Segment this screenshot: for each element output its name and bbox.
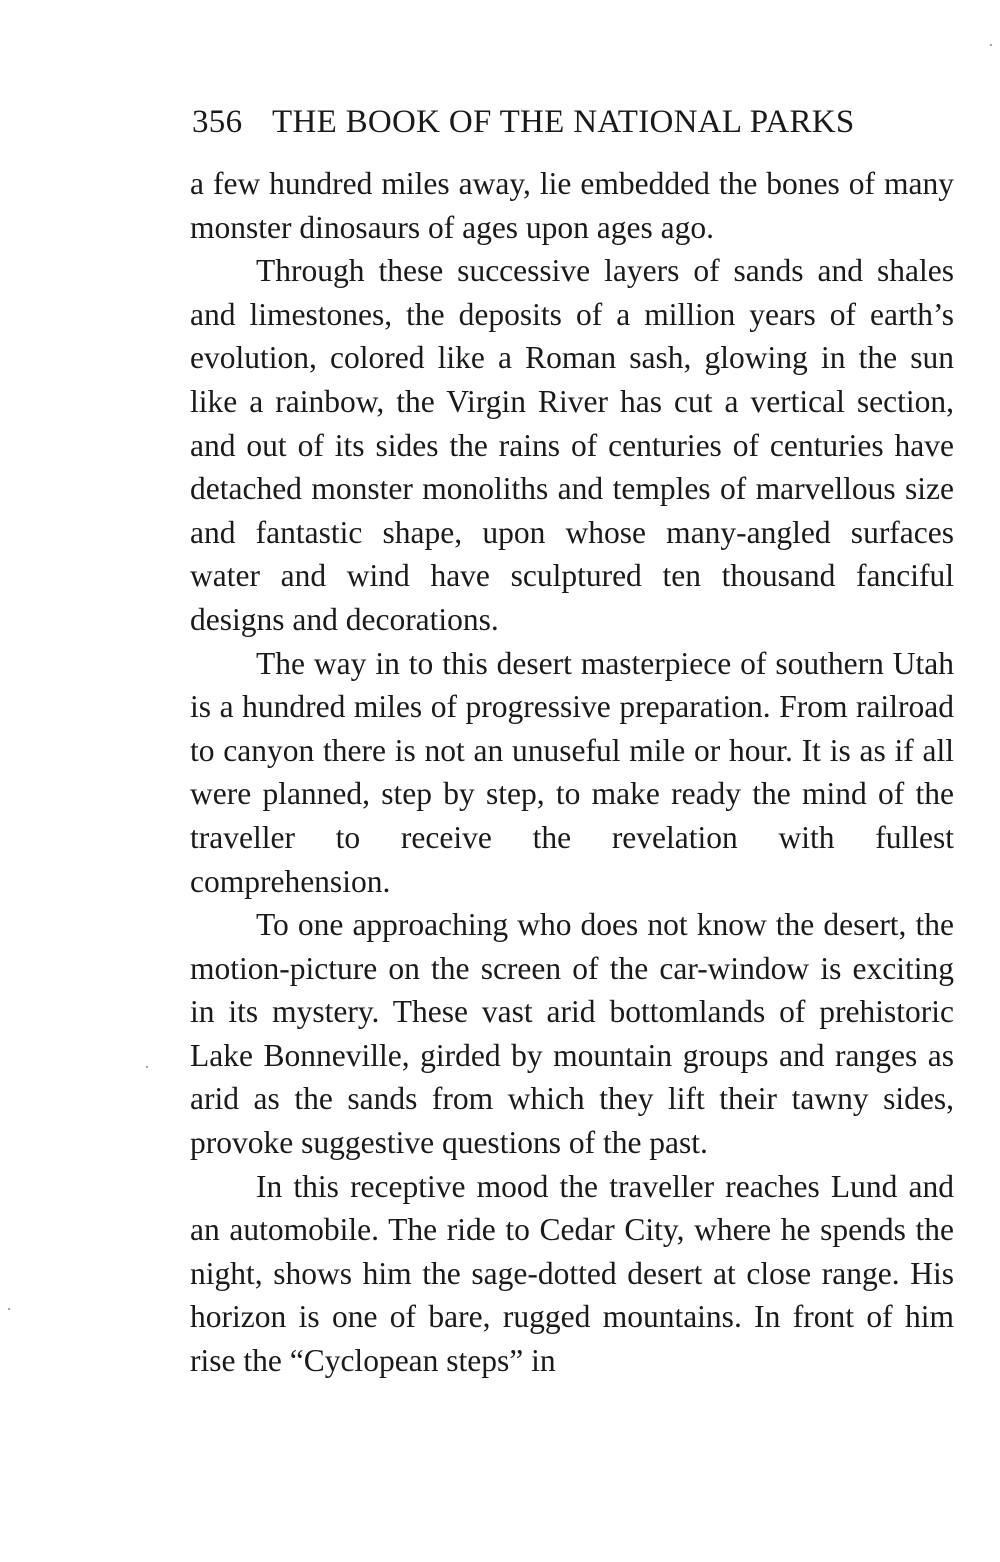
page-number: 356 xyxy=(192,104,243,140)
margin-speck xyxy=(8,1308,10,1310)
paragraph-way-in: The way in to this desert masterpiece of southern Utah is a hundred miles of progressive preparation. From railroad to canyon there is not an unuseful mile or hour. It is as if all were planned, step by step, to make ready the mind of the traveller to receive the revelation with fullest comprehension. xyxy=(190,645,954,899)
paragraph-continued: a few hundred miles away, lie embedded the bones of many monster dinosaurs of ages upon ages ago. xyxy=(190,166,954,245)
margin-speck xyxy=(146,1066,148,1068)
running-title: THE BOOK OF THE NATIONAL PARKS xyxy=(272,104,855,140)
body-text xyxy=(190,162,954,1383)
paragraph-receptive-mood: In this receptive mood the traveller reaches Lund and an automobile. The ride to Cedar City, where he spends the night, shows him the sage-dotted desert at close range. His horizon is one of bare, rugged mountains. In front of him rise the “Cyclopean steps” in xyxy=(190,1168,954,1379)
paragraph-approaching: To one approaching who does not know the desert, the motion-picture on the screen of the car-window is exciting in its mystery. These vast arid bottomlands of prehistoric Lake Bonneville, girded by mountain groups and ranges as arid as the sands from which they lift their tawny sides, provoke suggestive questions of the past. xyxy=(190,907,954,1161)
running-head xyxy=(192,100,930,144)
margin-speck xyxy=(990,44,992,46)
paragraph-virgin-river: Through these successive layers of sands and shales and limestones, the deposits of a million years of earth’s evolution, colored like a Roman sash, glowing in the sun like a rainbow, the Virgin River has cut a vertical section, and out of its sides the rains of centuries of centuries have detached monster monoliths and temples of marvellous size and fantastic shape, upon whose many-angled surfaces water and wind have sculptured ten thousand fanciful designs and decorations. xyxy=(190,253,954,637)
